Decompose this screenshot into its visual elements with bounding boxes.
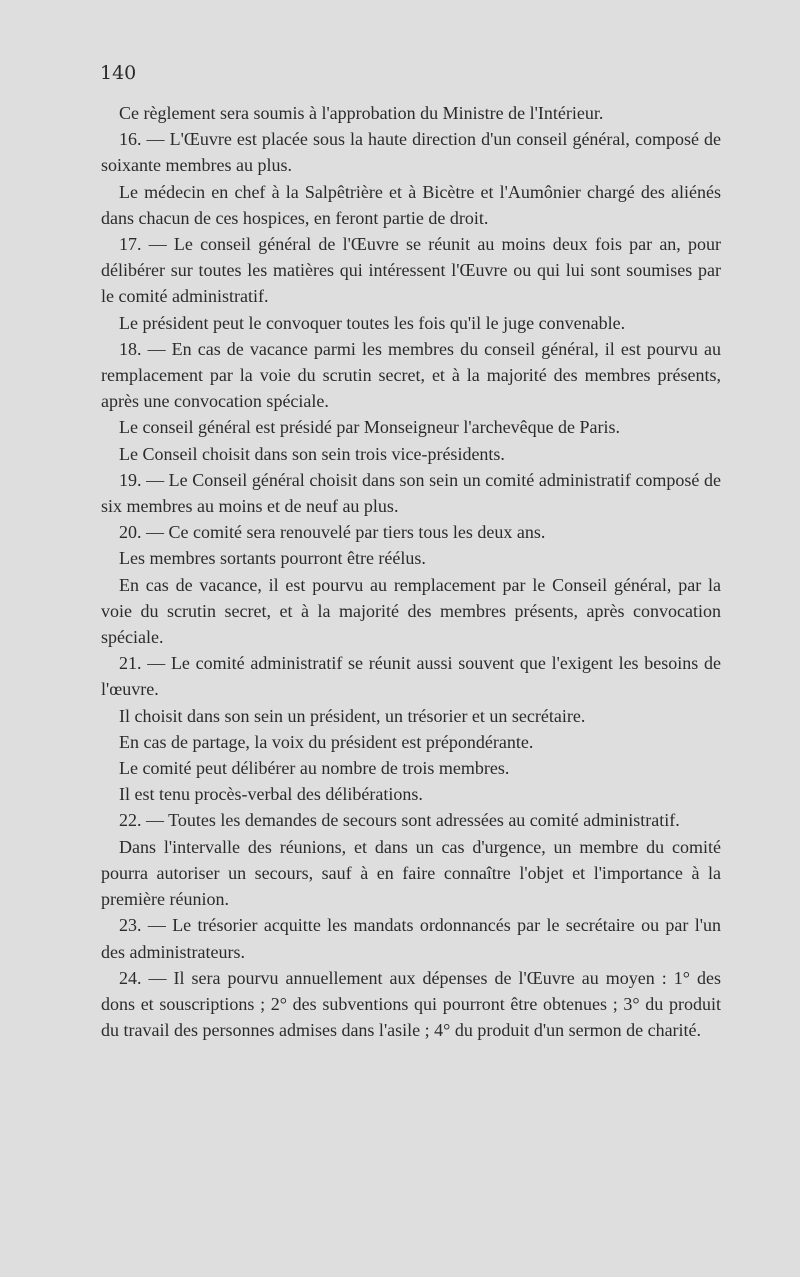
paragraph: Ce règlement sera soumis à l'approbation du Ministre de l'Intérieur. bbox=[119, 103, 604, 123]
paragraph: Les membres sortants pourront être réélus. bbox=[119, 548, 426, 569]
paragraph: 21. — Le comité administratif se réunit aussi souvent que l'exigent les besoins de l'œuvre. bbox=[101, 653, 721, 700]
paragraph: 16. — L'Œuvre est placée sous la haute direction d'un conseil général, composé de soixante membres au plus. bbox=[101, 129, 721, 176]
paragraph: Le Conseil choisit dans son sein trois vice-présidents. bbox=[119, 443, 505, 464]
paragraph: Le médecin en chef à la Salpêtrière et à Bicètre et l'Aumônier chargé des aliénés dans chacun de ces hospices, en feront partie de droit. bbox=[101, 181, 721, 228]
page-number: 140 bbox=[100, 62, 137, 84]
paragraph: 22. — Toutes les demandes de secours sont adressées au comité administratif. bbox=[119, 810, 680, 831]
paragraph: 24. — Il sera pourvu annuellement aux dépenses de l'Œuvre au moyen : 1° des dons et souscriptions ; 2° des subventions qui pourront être obtenues ; 3° du produit du travail des personnes admises dans l'asile ; 4° du produit d'un sermon de charité. bbox=[101, 967, 721, 1041]
paragraph: Il choisit dans son sein un président, un trésorier et un secrétaire. bbox=[119, 705, 586, 726]
paragraph: Il est tenu procès-verbal des délibérations. bbox=[119, 784, 423, 805]
body-text bbox=[101, 100, 721, 1043]
paragraph: 17. — Le conseil général de l'Œuvre se réunit au moins deux fois par an, pour délibérer sur toutes les matières qui intéressent l'Œuvre ou qui lui sont soumises par le comité administratif. bbox=[101, 234, 721, 307]
paragraph: Le comité peut délibérer au nombre de trois membres. bbox=[119, 758, 510, 779]
paragraph: En cas de vacance, il est pourvu au remplacement par le Conseil général, par la voie du scrutin secret, et à la majorité des membres présents, après convocation spéciale. bbox=[101, 574, 721, 648]
paragraph: 18. — En cas de vacance parmi les membres du conseil général, il est pourvu au remplacement par la voie du scrutin secret, et à la majorité des membres présents, après une convocation spéciale. bbox=[101, 338, 721, 412]
paragraph: Dans l'intervalle des réunions, et dans un cas d'urgence, un membre du comité pourra autoriser un secours, sauf à en faire connaître l'objet et l'importance à la première réunion. bbox=[101, 836, 721, 910]
paragraph: 19. — Le Conseil général choisit dans son sein un comité administratif composé de six membres au moins et de neuf au plus. bbox=[101, 469, 721, 517]
paragraph: En cas de partage, la voix du président est prépondérante. bbox=[119, 731, 534, 752]
paragraph: 20. — Ce comité sera renouvelé par tiers tous les deux ans. bbox=[119, 522, 546, 543]
paragraph: Le conseil général est présidé par Monseigneur l'archevêque de Paris. bbox=[119, 417, 621, 438]
paragraph: 23. — Le trésorier acquitte les mandats ordonnancés par le secrétaire ou par l'un des administrateurs. bbox=[101, 915, 721, 962]
paragraph: Le président peut le convoquer toutes les fois qu'il le juge convenable. bbox=[119, 312, 626, 333]
